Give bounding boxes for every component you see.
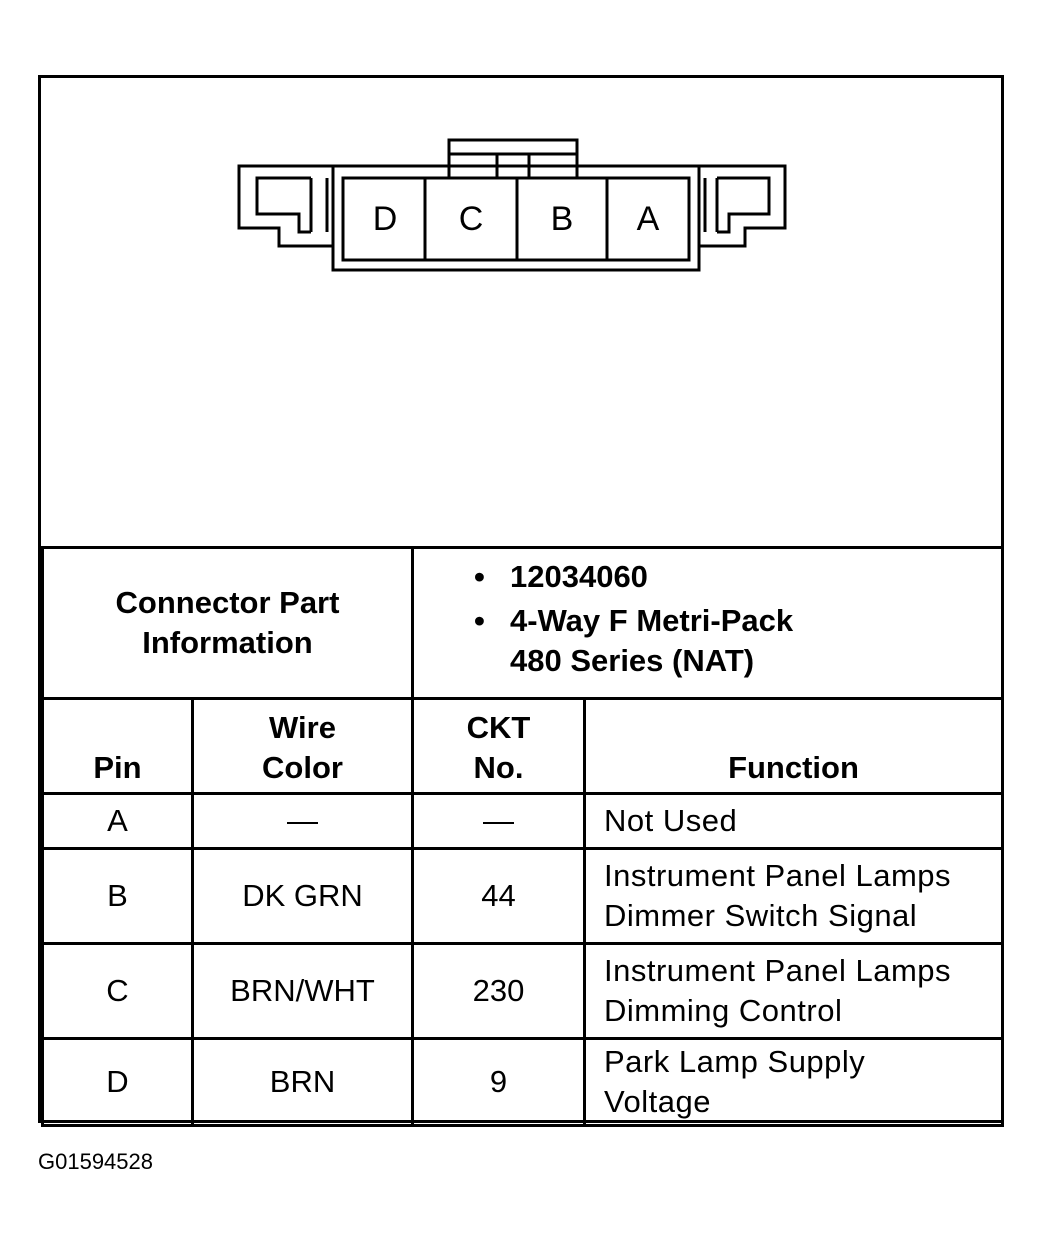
function-line1: Park Lamp Supply — [604, 1044, 866, 1079]
part-description-line2: 480 Series (NAT) — [510, 643, 755, 678]
table-row — [43, 849, 1003, 944]
table-row — [43, 944, 1003, 1039]
part-info-label-text: Connector Part Information — [115, 585, 340, 660]
wire-color-cell: BRN/WHT — [193, 944, 413, 1039]
pin-cell: B — [43, 849, 193, 944]
ckt-cell: 230 — [413, 944, 585, 1039]
header-wire-color-line2: Color — [262, 750, 343, 785]
function-line2: Voltage — [604, 1084, 711, 1119]
function-line1: Not Used — [604, 803, 738, 838]
ckt-cell: 44 — [413, 849, 585, 944]
header-ckt-line1: CKT — [466, 710, 531, 745]
cavity-label-b: B — [550, 200, 574, 238]
ckt-cell: — — [413, 794, 585, 849]
part-number: • 12034060 — [474, 557, 1001, 597]
pin-cell: C — [43, 944, 193, 1039]
figure-reference-code: G01594528 — [38, 1149, 153, 1174]
table-row — [43, 1039, 1003, 1126]
header-wire-color-line1: Wire — [269, 710, 336, 745]
part-description-line1: 4-Way F Metri-Pack — [510, 603, 794, 638]
header-function: Function — [585, 699, 1003, 794]
function-line1: Instrument Panel Lamps — [604, 858, 952, 893]
connector-card — [38, 75, 1004, 1123]
cavity-label-c: C — [458, 200, 484, 238]
header-ckt-no — [413, 699, 585, 794]
function-cell — [585, 1039, 1003, 1126]
pinout-table — [41, 697, 1004, 1127]
ckt-cell: 9 — [413, 1039, 585, 1126]
function-cell — [585, 794, 1003, 849]
function-line2: Dimmer Switch Signal — [604, 898, 918, 933]
wire-color-cell: — — [193, 794, 413, 849]
header-ckt-line2: No. — [473, 750, 524, 785]
table-row — [43, 794, 1003, 849]
function-cell — [585, 944, 1003, 1039]
header-pin: Pin — [43, 699, 193, 794]
header-wire-color — [193, 699, 413, 794]
cavity-label-a: A — [636, 200, 660, 238]
pinout-header-row — [43, 699, 1003, 794]
connector-drawing — [41, 78, 1001, 548]
connector-outline — [41, 78, 1001, 548]
function-line1: Instrument Panel Lamps — [604, 953, 952, 988]
part-info-table — [41, 546, 1004, 700]
pin-cell: D — [43, 1039, 193, 1126]
part-description — [474, 601, 1001, 681]
wire-color-cell: BRN — [193, 1039, 413, 1126]
cavity-label-d: D — [372, 200, 398, 238]
part-info-label — [43, 548, 413, 699]
pin-cell: A — [43, 794, 193, 849]
wire-color-cell: DK GRN — [193, 849, 413, 944]
function-line2: Dimming Control — [604, 993, 843, 1028]
function-cell — [585, 849, 1003, 944]
part-info-details — [413, 548, 1003, 699]
